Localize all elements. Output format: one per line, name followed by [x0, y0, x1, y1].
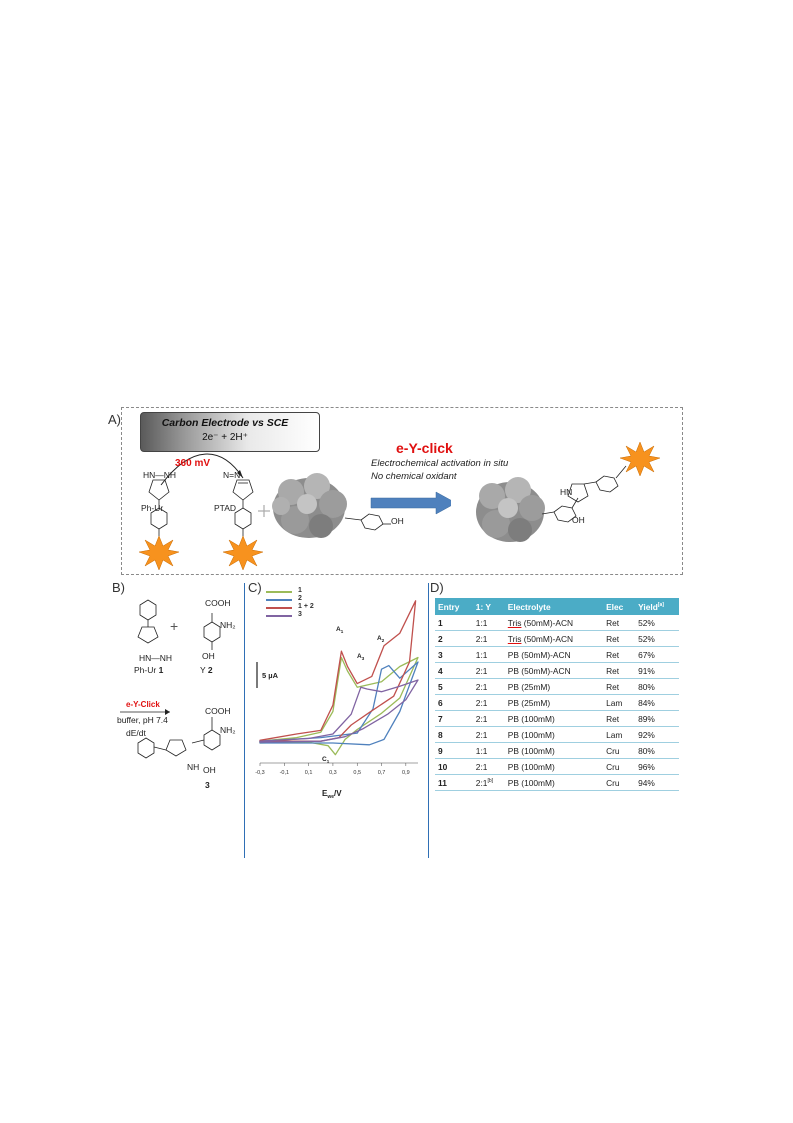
cv-curves-group	[260, 601, 418, 755]
cell-yield: 92%	[635, 727, 679, 743]
cell-entry: 8	[435, 727, 473, 743]
urazole-ring-icon	[149, 480, 169, 500]
cell-ratio: 2:1[b]	[473, 775, 505, 791]
cyclic-voltammogram	[250, 588, 425, 833]
cell-electrolyte	[505, 759, 603, 775]
orange-star-icon	[620, 442, 660, 476]
cell-elec: Cru	[603, 775, 635, 791]
cell-entry: 6	[435, 695, 473, 711]
yield-table	[435, 598, 679, 791]
divider-c-d	[428, 583, 429, 858]
cell-electrolyte	[505, 775, 603, 791]
urazole-ring-icon	[166, 740, 186, 756]
cell-entry: 5	[435, 679, 473, 695]
cell-yield: 52%	[635, 631, 679, 647]
cell-ratio: 2:1	[473, 727, 505, 743]
urazole-ring-icon	[138, 627, 158, 643]
protein-surface-icon	[272, 473, 347, 538]
reaction-arrow-icon	[371, 492, 451, 514]
phenol-oh-label: OH	[391, 516, 404, 526]
electrode-reaction: 2e⁻ + 2H⁺	[202, 432, 248, 443]
electrolyte-name: PB (50mM)-ACN	[507, 665, 571, 676]
cell-entry: 2	[435, 631, 473, 647]
peak-label-a1: $A_1$	[336, 626, 344, 634]
cell-electrolyte	[505, 727, 603, 743]
legend-label-2: 2	[298, 595, 302, 602]
phur-compound-label: Ph-Ur 1	[134, 665, 164, 675]
col-header-entry: Entry	[435, 598, 473, 615]
electrolyte-name: PB (100mM)	[507, 729, 555, 740]
note-no-oxidant: No chemical oxidant	[371, 471, 457, 482]
cooh-label: COOH	[205, 598, 231, 608]
table-header-row	[435, 598, 679, 615]
cell-elec: Ret	[603, 631, 635, 647]
cell-yield: 84%	[635, 695, 679, 711]
x-tick-label: 0,9	[402, 770, 410, 776]
product-scheme-svg	[460, 440, 680, 570]
cell-yield: 80%	[635, 679, 679, 695]
phenyl-ring-icon	[235, 508, 251, 529]
electrode-title: Carbon Electrode vs SCE	[161, 417, 289, 429]
arrow-conditions-buffer: buffer, pH 7.4	[117, 715, 168, 725]
scale-bar-label: 5 µA	[262, 671, 278, 680]
cell-ratio: 2:1	[473, 711, 505, 727]
cell-entry: 10	[435, 759, 473, 775]
phenyl-ring-icon	[138, 738, 154, 758]
cell-ratio: 2:1	[473, 759, 505, 775]
cell-yield: 91%	[635, 663, 679, 679]
col-header-yield: Yield[a]	[635, 598, 679, 615]
table-row	[435, 647, 679, 663]
cell-entry: 11	[435, 775, 473, 791]
table-row	[435, 679, 679, 695]
electrolyte-name: PB (100mM)	[507, 777, 555, 788]
phenyl-ring-icon	[140, 600, 156, 620]
col-header-elec: Elec	[603, 598, 635, 615]
table-row	[435, 759, 679, 775]
table-row	[435, 631, 679, 647]
cell-yield: 67%	[635, 647, 679, 663]
cell-electrolyte	[505, 743, 603, 759]
cell-ratio: 1:1	[473, 743, 505, 759]
cell-electrolyte	[505, 663, 603, 679]
nh2-label: NH₂	[220, 620, 236, 630]
legend-label-1: 1	[298, 587, 302, 594]
table-row	[435, 615, 679, 631]
cell-yield: 89%	[635, 711, 679, 727]
potential-label: 360 mV	[175, 458, 211, 469]
eyclick-title: e-Y-click	[396, 440, 453, 456]
electrolyte-name: PB (100mM)	[507, 713, 555, 724]
cell-electrolyte	[505, 615, 603, 631]
phur-label: Ph-Ur	[141, 503, 164, 513]
electrolyte-conc: (50mM)-ACN	[521, 617, 574, 628]
arrow-conditions-scan: dE/dt	[126, 728, 146, 738]
table-row	[435, 775, 679, 791]
x-tick-label: -0,1	[279, 770, 290, 776]
cell-electrolyte	[505, 679, 603, 695]
cell-ratio: 2:1	[473, 679, 505, 695]
tyr-oh-label: OH	[202, 651, 215, 661]
x-tick-label: 0,3	[329, 770, 337, 776]
table-row	[435, 711, 679, 727]
table-body	[435, 615, 679, 791]
cell-elec: Ret	[603, 679, 635, 695]
ptad-label: PTAD	[214, 503, 237, 513]
product-nh2-label: NH₂	[220, 725, 236, 735]
x-tick-label: 0,7	[377, 770, 386, 776]
phenol-ring-icon	[361, 514, 383, 530]
cell-elec: Ret	[603, 711, 635, 727]
cv-series-3	[260, 601, 416, 741]
electrolyte-conc: (50mM)-ACN	[521, 633, 574, 644]
orange-star-icon	[223, 536, 263, 570]
legend-label-3: 3	[298, 611, 302, 618]
product-oh-label: OH	[572, 515, 585, 525]
cell-elec: Cru	[603, 743, 635, 759]
cell-ratio: 2:1	[473, 663, 505, 679]
ptad-n-n: N=N	[223, 470, 241, 480]
eyclick-arrow-title: e-Y-Click	[126, 700, 160, 709]
cv-series-4	[260, 680, 418, 742]
x-tick-label: 0,1	[304, 770, 313, 776]
hn-nh-label: HN—NH	[139, 653, 173, 663]
product-hn-label: HN	[560, 487, 573, 497]
electrolyte-name: Tris	[507, 633, 522, 644]
product-cooh-label: COOH	[205, 706, 231, 716]
product-nh-label: NH	[187, 762, 200, 772]
tyr-compound-label: Y 2	[200, 665, 213, 675]
electrolyte-name: Tris	[507, 617, 522, 628]
panel-a-label: A)	[108, 412, 121, 427]
panel-c-label: C)	[248, 580, 262, 595]
cell-elec: Cru	[603, 759, 635, 775]
cell-entry: 1	[435, 615, 473, 631]
legend-label-1-2: 1 + 2	[298, 603, 314, 610]
cell-yield: 52%	[635, 615, 679, 631]
protein-surface-icon	[476, 477, 545, 542]
cell-electrolyte	[505, 711, 603, 727]
x-axis-title: $E_{we}/V$	[322, 789, 342, 800]
cell-yield: 80%	[635, 743, 679, 759]
panel-d-label: D)	[430, 580, 444, 595]
cell-elec: Ret	[603, 615, 635, 631]
plus-sign: +	[170, 618, 179, 634]
phenol-ring-icon	[204, 730, 220, 750]
electrolyte-name: PB (50mM)-ACN	[507, 649, 571, 660]
col-header-ratio: 1: Y	[473, 598, 505, 615]
electrolyte-name: PB (25mM)	[507, 697, 551, 708]
cell-entry: 9	[435, 743, 473, 759]
phenyl-ring-icon	[596, 476, 618, 492]
product-oh-label: OH	[203, 765, 216, 775]
peak-label-c1: $C_1$	[322, 756, 330, 764]
cell-yield: 96%	[635, 759, 679, 775]
cell-electrolyte	[505, 647, 603, 663]
panel-b-label: B)	[112, 580, 125, 595]
x-tick-label: -0,3	[255, 770, 265, 776]
table-row	[435, 663, 679, 679]
cell-ratio: 2:1	[473, 631, 505, 647]
cell-electrolyte	[505, 695, 603, 711]
cell-elec: Lam	[603, 727, 635, 743]
table-row	[435, 743, 679, 759]
table-row	[435, 727, 679, 743]
urazole-hn-nh: HN—NH	[143, 470, 177, 480]
electrolyte-name: PB (100mM)	[507, 745, 555, 756]
cell-ratio: 1:1	[473, 647, 505, 663]
electrolyte-name: PB (100mM)	[507, 761, 555, 772]
note-activation: Electrochemical activation in situ	[371, 458, 509, 469]
x-tick-group	[255, 763, 409, 776]
product-number: 3	[205, 780, 210, 790]
divider-b-c	[244, 583, 245, 858]
peak-label-a3: $A_3$	[357, 653, 365, 661]
electrolyte-name: PB (25mM)	[507, 681, 551, 692]
peak-label-a2: $A_2$	[377, 635, 385, 643]
cell-entry: 3	[435, 647, 473, 663]
cell-ratio: 2:1	[473, 695, 505, 711]
phenol-ring-icon	[204, 622, 220, 642]
cell-entry: 7	[435, 711, 473, 727]
col-header-electrolyte: Electrolyte	[505, 598, 603, 615]
cell-elec: Ret	[603, 663, 635, 679]
orange-star-icon	[139, 536, 179, 570]
cell-yield: 94%	[635, 775, 679, 791]
cell-elec: Ret	[603, 647, 635, 663]
table-row	[435, 695, 679, 711]
x-tick-label: 0,5	[353, 770, 362, 776]
cell-ratio: 1:1	[473, 615, 505, 631]
cell-elec: Lam	[603, 695, 635, 711]
cell-entry: 4	[435, 663, 473, 679]
cell-electrolyte	[505, 631, 603, 647]
